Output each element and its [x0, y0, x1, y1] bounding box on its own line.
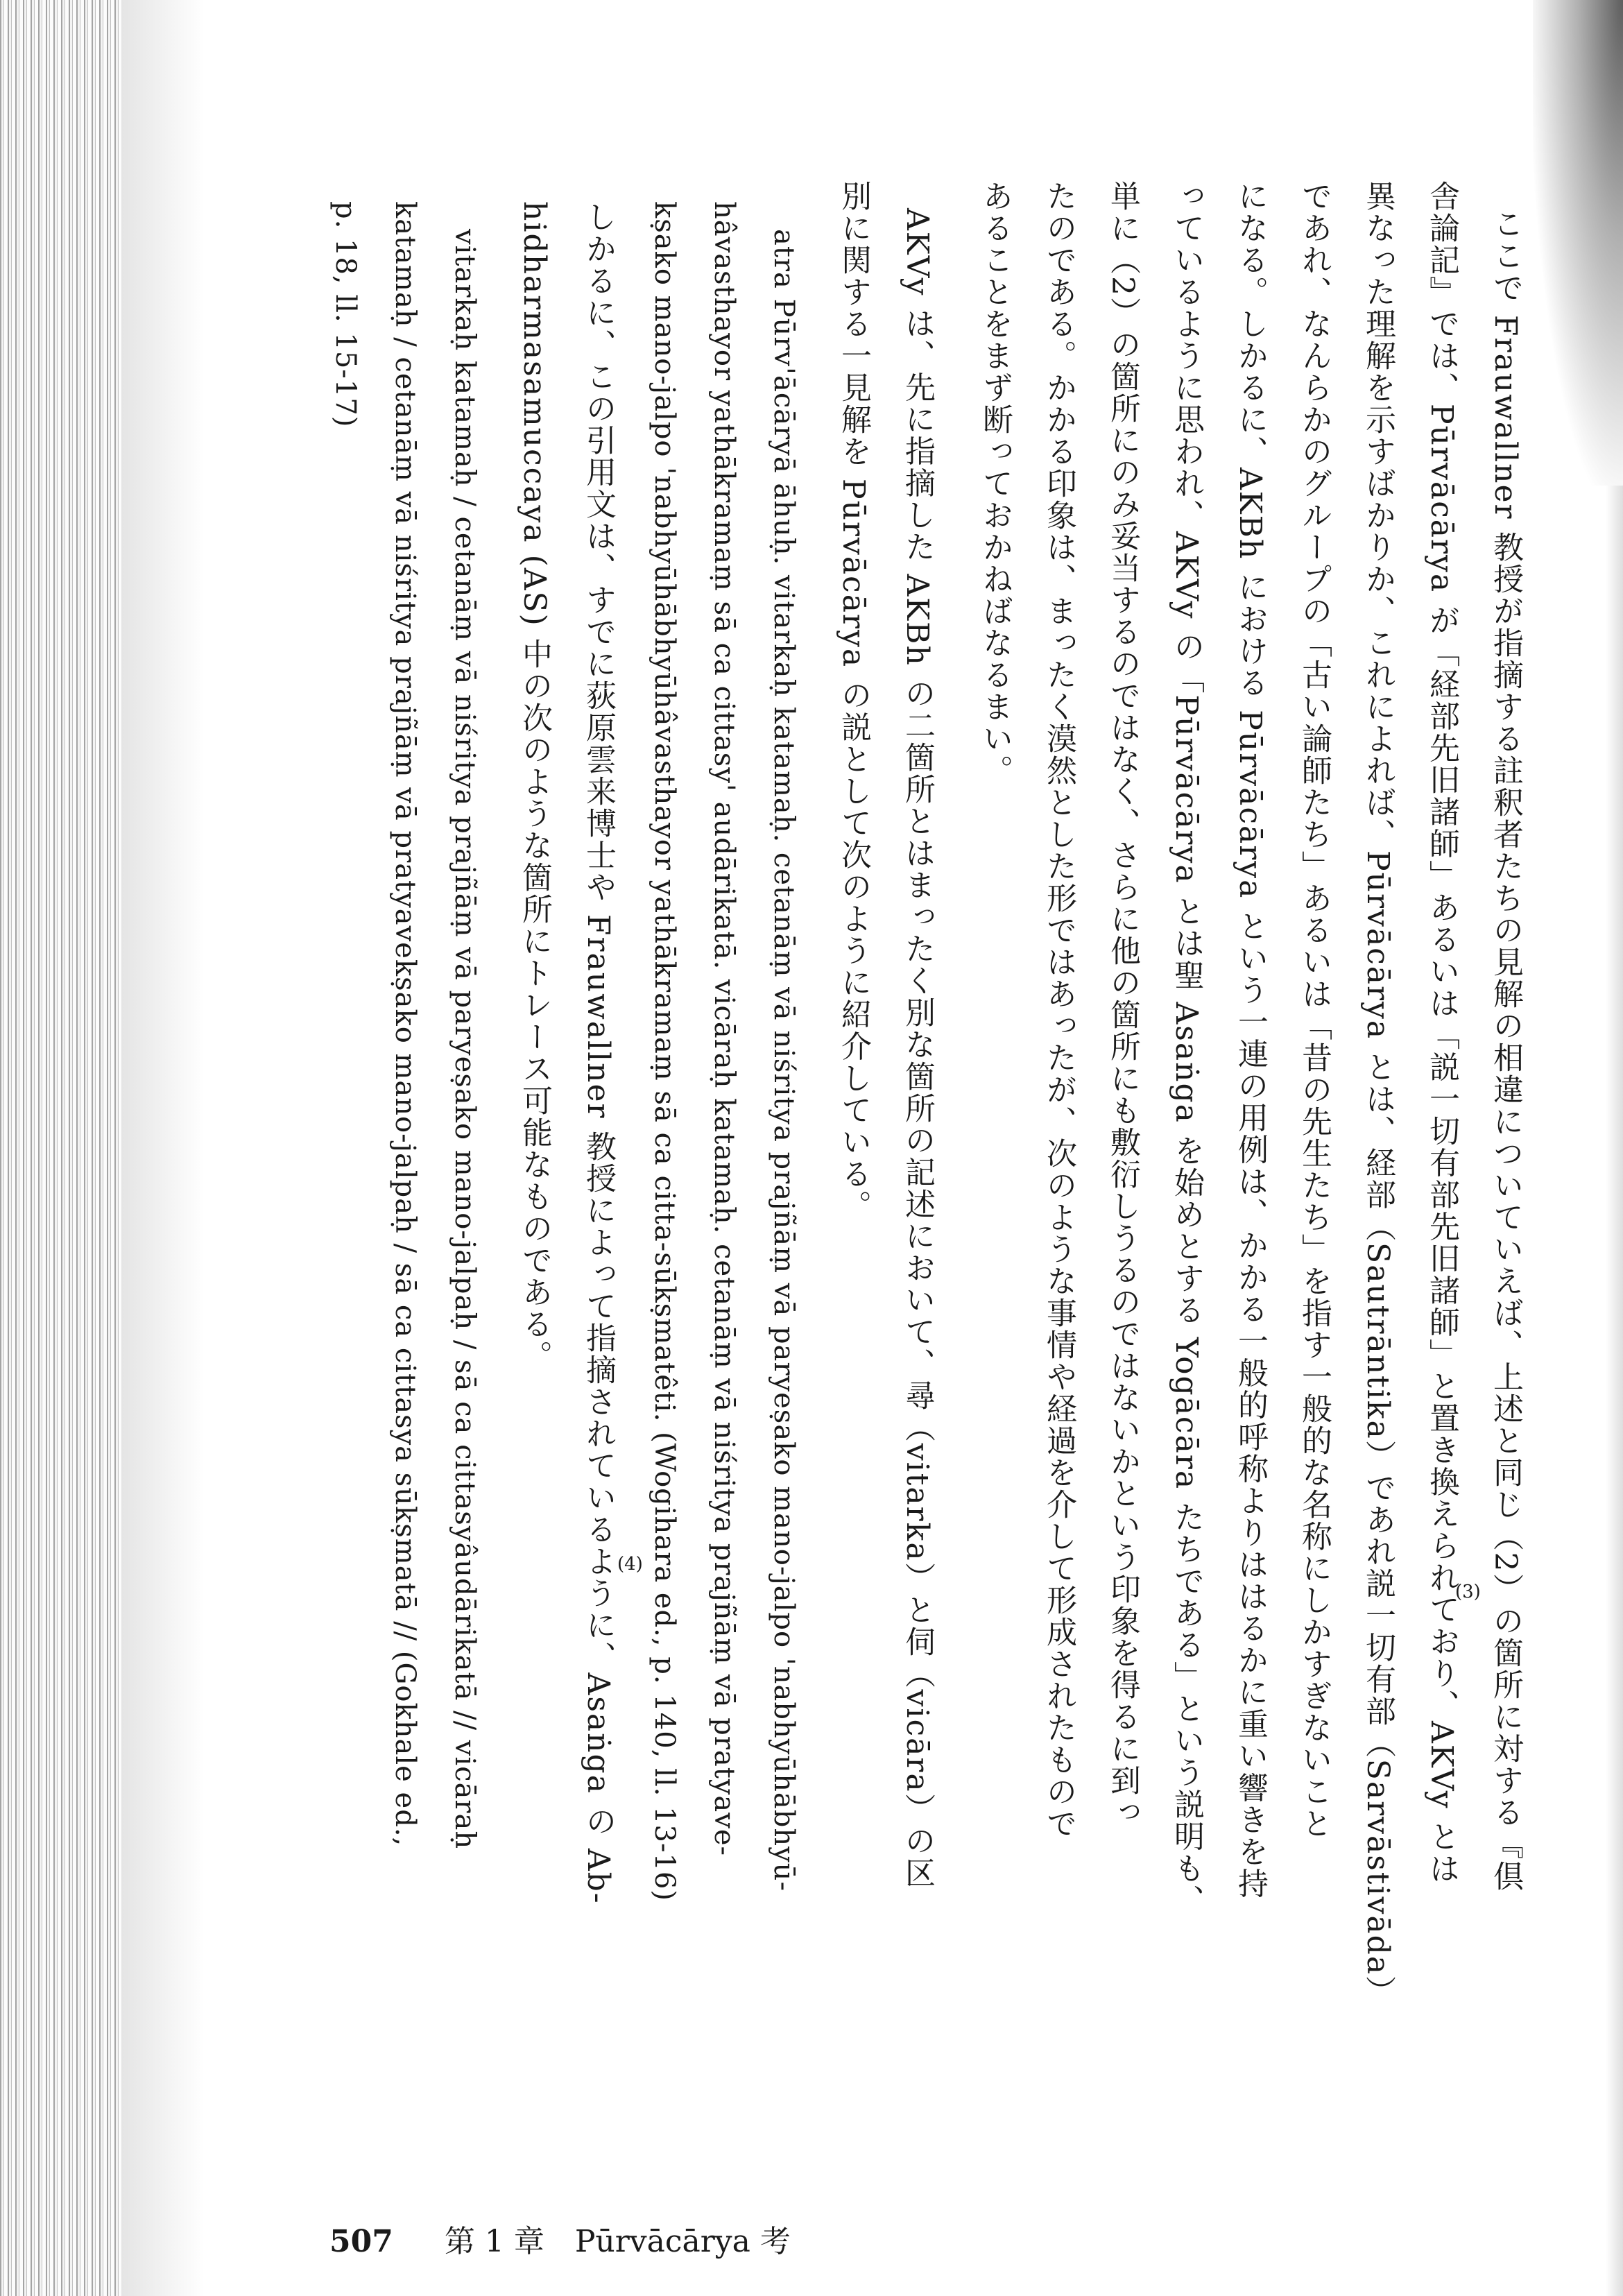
scan-artifact-corner: [1533, 0, 1623, 486]
quote-line-3: kṣako mano-jalpo 'nabhyūhābhyūhâvasthayor yathākramaṃ sā ca citta-sūkṣmatêti. (Wogihara ed., p. 140, ll. 13-16): [649, 201, 680, 1902]
text-line-1: ここで Frauwallner 教授が指摘する註釈者たちの見解の相違についていえば、上述と同じ（2）の箇所に対する『倶: [1488, 208, 1523, 1892]
text-line-5: になる。しかるに、AKBh における Pūrvācārya という一連の用例は、かかる一般的呼称よりははるかに重い響きを持: [1233, 180, 1268, 1900]
text-line-11: 別に関する一見解を Pūrvācārya の説として次のように紹介している。: [836, 180, 871, 1222]
footnote-mark-4: (4): [617, 1554, 643, 1575]
text-line-4: であれ、なんらかのグループの「古い論師たち」あるいは「昔の先生たち」を指す一般的な名称にしかすぎないこと: [1296, 180, 1332, 1840]
text-line-3: 異なった理解を示すばかりか、これによれば、Pūrvācārya とは、経部（Sautrāntika）であれ説一切有部（Sarvāstivāda）: [1360, 180, 1396, 2008]
text-line-10: AKVy は、先に指摘した AKBh の二箇所とはまったく別な箇所の記述において、尋（vitarka）と伺（vicāra）の区: [900, 208, 935, 1889]
chapter-title: 第 1 章 Pūrvācārya 考: [444, 2224, 791, 2259]
text-line-16: hidharmasamuccaya (AS) 中の次のような箇所にトレース可能なものである。: [517, 201, 552, 1372]
text-line-8: たのである。かかる印象は、まったく漠然とした形ではあったが、次のような事情や経過を介して形成されたもので: [1041, 180, 1076, 1840]
text-line-7: 単に（2）の箇所にのみ妥当するのではなく、さらに他の箇所にも敷衍しうるのではないかという印象を得るに到っ: [1105, 180, 1140, 1828]
quote-line-1: atra Pūrv'ācāryā āhuḥ. vitarkaḥ katamaḥ. cetanāṃ vā niśritya prajñāṃ vā paryeṣako mano-jalpo 'nabhyūhābhyū-: [768, 229, 800, 1892]
quote-line-5: katamaḥ / cetanāṃ vā niśritya prajñāṃ vā pratyavekṣako mano-jalpaḥ / sā ca cittasya sūkṣmatā // (Gokhale ed.,: [389, 201, 421, 1847]
text-line-6: っているように思われ、AKVy の「Pūrvācārya とは聖 Asaṅga を始めとする Yogācāra たちである」という説明も、: [1169, 180, 1204, 1917]
text-line-9: あることをまず断っておかねばなるまい。: [977, 180, 1013, 787]
footnote-mark-3: (3): [1455, 1582, 1481, 1602]
page-number: 507: [329, 2224, 393, 2259]
quote-line-6: p. 18, ll. 15-17): [329, 201, 361, 428]
quote-line-2: hâvasthayor yathākramaṃ sā ca cittasy' audārikatā. vicāraḥ katamaḥ. cetanāṃ vā niśritya prajñāṃ vā pratyave-: [708, 201, 740, 1857]
quote-line-4: vitarkaḥ katamaḥ / cetanāṃ vā niśritya prajñāṃ vā paryeṣako mano-jalpaḥ / sā ca cittasyâudārikatā // vicāraḥ: [449, 229, 481, 1850]
scan-artifact-right-edge: [1606, 486, 1623, 2296]
text-line-15: しかるに、この引用文は、すでに荻原雲来博士や Frauwallner 教授によって指摘されているように、Asaṅga の Ab-: [581, 201, 616, 1905]
scan-artifact-left-fade: [121, 0, 205, 2296]
text-line-2: 舎論記』では、Pūrvācārya が「経部先旧諸師」あるいは「説一切有部先旧諸師」と置き換えられており、AKVy とは: [1424, 180, 1459, 1885]
page-footer: [329, 2216, 791, 2261]
scan-artifact-left: [0, 0, 121, 2296]
